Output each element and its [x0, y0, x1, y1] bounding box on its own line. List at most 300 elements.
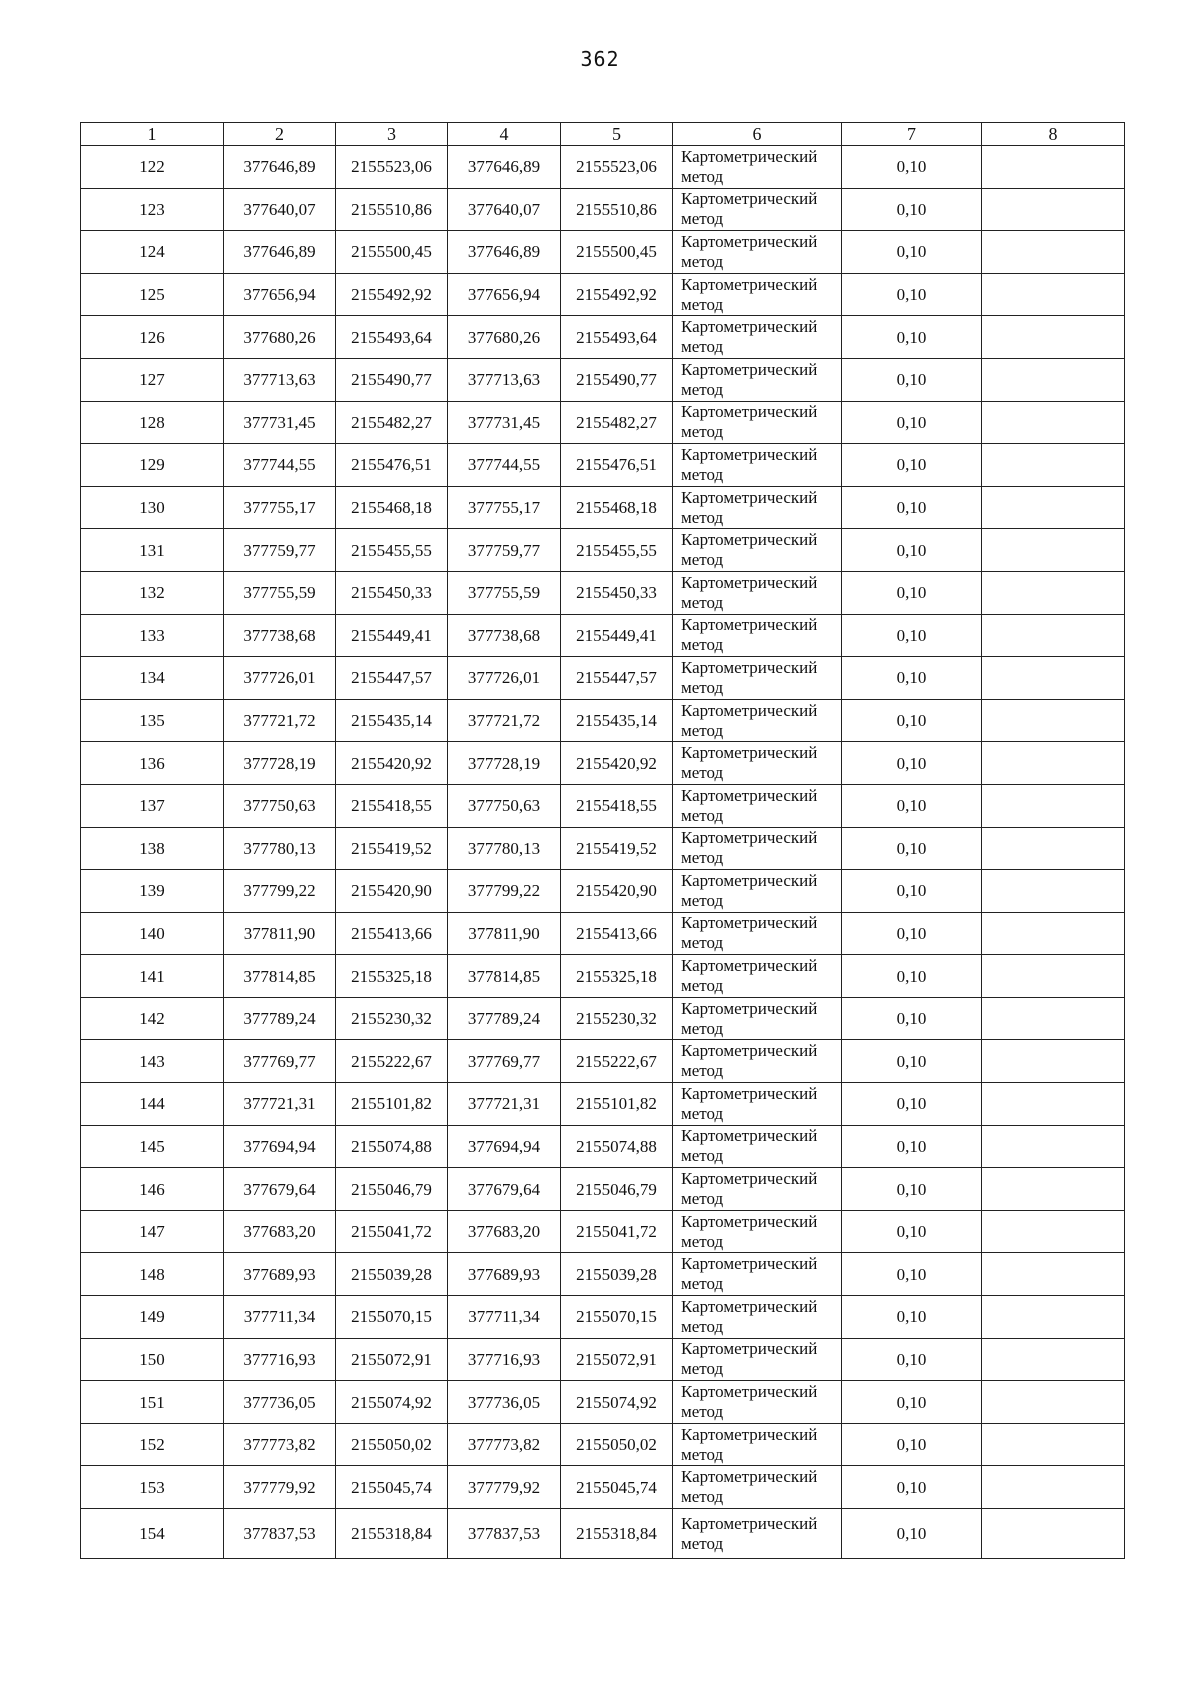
x-coordinate-cell: 377736,05 [448, 1381, 561, 1424]
method-text: Картометрический [681, 317, 818, 337]
method-cell [673, 870, 842, 913]
method-cell [673, 273, 842, 316]
accuracy-cell: 0,10 [842, 231, 982, 274]
accuracy-cell: 0,10 [842, 401, 982, 444]
table-row [81, 444, 1125, 487]
y-coordinate-cell: 2155420,90 [336, 870, 448, 913]
note-cell [982, 529, 1125, 572]
table-row [81, 912, 1125, 955]
point-number-cell: 136 [81, 742, 224, 785]
note-cell [982, 1210, 1125, 1253]
x-coordinate-cell: 377689,93 [448, 1253, 561, 1296]
x-coordinate-cell: 377694,94 [448, 1125, 561, 1168]
x-coordinate-cell: 377731,45 [224, 401, 336, 444]
column-header: 1 [81, 123, 224, 146]
method-cell [673, 742, 842, 785]
method-cell [673, 784, 842, 827]
y-coordinate-cell: 2155070,15 [561, 1296, 673, 1339]
method-text: Картометрический [681, 657, 818, 677]
point-number-cell: 133 [81, 614, 224, 657]
y-coordinate-cell: 2155468,18 [561, 486, 673, 529]
method-cell [673, 912, 842, 955]
y-coordinate-cell: 2155072,91 [336, 1338, 448, 1381]
accuracy-cell: 0,10 [842, 1040, 982, 1083]
accuracy-cell: 0,10 [842, 997, 982, 1040]
x-coordinate-cell: 377837,53 [224, 1509, 336, 1559]
method-text: метод [681, 1146, 724, 1166]
method-text: метод [681, 890, 724, 910]
method-text: метод [681, 251, 724, 271]
y-coordinate-cell: 2155510,86 [561, 188, 673, 231]
y-coordinate-cell: 2155435,14 [561, 699, 673, 742]
accuracy-cell: 0,10 [842, 657, 982, 700]
table-row [81, 1083, 1125, 1126]
method-text: метод [681, 805, 724, 825]
x-coordinate-cell: 377814,85 [448, 955, 561, 998]
method-cell [673, 188, 842, 231]
accuracy-cell: 0,10 [842, 614, 982, 657]
accuracy-cell: 0,10 [842, 358, 982, 401]
x-coordinate-cell: 377721,72 [448, 699, 561, 742]
x-coordinate-cell: 377728,19 [448, 742, 561, 785]
note-cell [982, 486, 1125, 529]
x-coordinate-cell: 377713,63 [224, 358, 336, 401]
point-number-cell: 128 [81, 401, 224, 444]
method-text: Картометрический [681, 1296, 818, 1316]
y-coordinate-cell: 2155222,67 [561, 1040, 673, 1083]
method-cell [673, 358, 842, 401]
table-row [81, 955, 1125, 998]
accuracy-cell: 0,10 [842, 444, 982, 487]
accuracy-cell: 0,10 [842, 1423, 982, 1466]
accuracy-cell: 0,10 [842, 1210, 982, 1253]
table-row [81, 614, 1125, 657]
y-coordinate-cell: 2155074,88 [561, 1125, 673, 1168]
accuracy-cell: 0,10 [842, 1296, 982, 1339]
point-number-cell: 127 [81, 358, 224, 401]
y-coordinate-cell: 2155041,72 [561, 1210, 673, 1253]
table-row [81, 316, 1125, 359]
table-row [81, 1168, 1125, 1211]
y-coordinate-cell: 2155413,66 [561, 912, 673, 955]
method-text: метод [681, 550, 724, 570]
point-number-cell: 130 [81, 486, 224, 529]
x-coordinate-cell: 377750,63 [224, 784, 336, 827]
note-cell [982, 1296, 1125, 1339]
method-text: Картометрический [681, 402, 818, 422]
method-text: Картометрический [681, 146, 818, 166]
x-coordinate-cell: 377679,64 [224, 1168, 336, 1211]
x-coordinate-cell: 377721,31 [448, 1083, 561, 1126]
y-coordinate-cell: 2155500,45 [561, 231, 673, 274]
note-cell [982, 955, 1125, 998]
y-coordinate-cell: 2155039,28 [561, 1253, 673, 1296]
x-coordinate-cell: 377755,59 [224, 571, 336, 614]
note-cell [982, 784, 1125, 827]
x-coordinate-cell: 377837,53 [448, 1509, 561, 1559]
y-coordinate-cell: 2155492,92 [336, 273, 448, 316]
x-coordinate-cell: 377713,63 [448, 358, 561, 401]
note-cell [982, 657, 1125, 700]
point-number-cell: 150 [81, 1338, 224, 1381]
note-cell [982, 1168, 1125, 1211]
table-row [81, 571, 1125, 614]
point-number-cell: 140 [81, 912, 224, 955]
table-row [81, 1296, 1125, 1339]
point-number-cell: 131 [81, 529, 224, 572]
y-coordinate-cell: 2155500,45 [336, 231, 448, 274]
table-row [81, 401, 1125, 444]
point-number-cell: 126 [81, 316, 224, 359]
point-number-cell: 148 [81, 1253, 224, 1296]
table-row [81, 231, 1125, 274]
x-coordinate-cell: 377738,68 [448, 614, 561, 657]
point-number-cell: 143 [81, 1040, 224, 1083]
y-coordinate-cell: 2155070,15 [336, 1296, 448, 1339]
method-cell [673, 1083, 842, 1126]
y-coordinate-cell: 2155447,57 [561, 657, 673, 700]
y-coordinate-cell: 2155435,14 [336, 699, 448, 742]
x-coordinate-cell: 377736,05 [224, 1381, 336, 1424]
x-coordinate-cell: 377680,26 [224, 316, 336, 359]
method-text: метод [681, 507, 724, 527]
method-text: Картометрический [681, 998, 818, 1018]
y-coordinate-cell: 2155039,28 [336, 1253, 448, 1296]
accuracy-cell: 0,10 [842, 1381, 982, 1424]
column-header: 3 [336, 123, 448, 146]
x-coordinate-cell: 377780,13 [224, 827, 336, 870]
y-coordinate-cell: 2155050,02 [336, 1423, 448, 1466]
accuracy-cell: 0,10 [842, 188, 982, 231]
x-coordinate-cell: 377716,93 [448, 1338, 561, 1381]
y-coordinate-cell: 2155476,51 [561, 444, 673, 487]
x-coordinate-cell: 377799,22 [224, 870, 336, 913]
method-cell [673, 1040, 842, 1083]
y-coordinate-cell: 2155523,06 [336, 146, 448, 189]
method-text: метод [681, 933, 724, 953]
method-text: метод [681, 763, 724, 783]
accuracy-cell: 0,10 [842, 784, 982, 827]
x-coordinate-cell: 377689,93 [224, 1253, 336, 1296]
table-row [81, 486, 1125, 529]
y-coordinate-cell: 2155420,92 [561, 742, 673, 785]
method-text: метод [681, 337, 724, 357]
y-coordinate-cell: 2155041,72 [336, 1210, 448, 1253]
method-cell [673, 955, 842, 998]
column-header: 5 [561, 123, 673, 146]
method-cell [673, 1253, 842, 1296]
method-text: метод [681, 976, 724, 996]
method-text: метод [681, 294, 724, 314]
x-coordinate-cell: 377656,94 [448, 273, 561, 316]
table-row [81, 1338, 1125, 1381]
y-coordinate-cell: 2155419,52 [561, 827, 673, 870]
accuracy-cell: 0,10 [842, 571, 982, 614]
table-row [81, 827, 1125, 870]
method-cell [673, 657, 842, 700]
x-coordinate-cell: 377780,13 [448, 827, 561, 870]
table-row [81, 188, 1125, 231]
point-number-cell: 152 [81, 1423, 224, 1466]
method-text: метод [681, 1274, 724, 1294]
x-coordinate-cell: 377656,94 [224, 273, 336, 316]
note-cell [982, 231, 1125, 274]
x-coordinate-cell: 377716,93 [224, 1338, 336, 1381]
point-number-cell: 125 [81, 273, 224, 316]
note-cell [982, 742, 1125, 785]
x-coordinate-cell: 377640,07 [448, 188, 561, 231]
y-coordinate-cell: 2155230,32 [561, 997, 673, 1040]
note-cell [982, 146, 1125, 189]
x-coordinate-cell: 377679,64 [448, 1168, 561, 1211]
method-text: метод [681, 1533, 724, 1553]
y-coordinate-cell: 2155468,18 [336, 486, 448, 529]
x-coordinate-cell: 377728,19 [224, 742, 336, 785]
x-coordinate-cell: 377738,68 [224, 614, 336, 657]
coordinates-table [80, 122, 1125, 1559]
x-coordinate-cell: 377769,77 [448, 1040, 561, 1083]
note-cell [982, 1466, 1125, 1509]
method-text: Картометрический [681, 189, 818, 209]
note-cell [982, 316, 1125, 359]
method-cell [673, 146, 842, 189]
point-number-cell: 145 [81, 1125, 224, 1168]
method-text: метод [681, 848, 724, 868]
x-coordinate-cell: 377721,72 [224, 699, 336, 742]
y-coordinate-cell: 2155230,32 [336, 997, 448, 1040]
x-coordinate-cell: 377814,85 [224, 955, 336, 998]
accuracy-cell: 0,10 [842, 1253, 982, 1296]
x-coordinate-cell: 377646,89 [448, 231, 561, 274]
method-text: метод [681, 209, 724, 229]
y-coordinate-cell: 2155455,55 [561, 529, 673, 572]
x-coordinate-cell: 377773,82 [224, 1423, 336, 1466]
y-coordinate-cell: 2155050,02 [561, 1423, 673, 1466]
y-coordinate-cell: 2155074,88 [336, 1125, 448, 1168]
note-cell [982, 444, 1125, 487]
method-text: метод [681, 1316, 724, 1336]
point-number-cell: 147 [81, 1210, 224, 1253]
method-text: Картометрический [681, 487, 818, 507]
x-coordinate-cell: 377683,20 [224, 1210, 336, 1253]
method-text: Картометрический [681, 1513, 818, 1533]
point-number-cell: 134 [81, 657, 224, 700]
point-number-cell: 129 [81, 444, 224, 487]
method-text: метод [681, 1402, 724, 1422]
y-coordinate-cell: 2155490,77 [336, 358, 448, 401]
table-row [81, 273, 1125, 316]
method-cell [673, 1296, 842, 1339]
note-cell [982, 827, 1125, 870]
y-coordinate-cell: 2155493,64 [336, 316, 448, 359]
y-coordinate-cell: 2155325,18 [561, 955, 673, 998]
y-coordinate-cell: 2155046,79 [561, 1168, 673, 1211]
point-number-cell: 151 [81, 1381, 224, 1424]
x-coordinate-cell: 377726,01 [448, 657, 561, 700]
table-row [81, 1210, 1125, 1253]
x-coordinate-cell: 377726,01 [224, 657, 336, 700]
method-text: Картометрический [681, 743, 818, 763]
point-number-cell: 153 [81, 1466, 224, 1509]
method-text: Картометрический [681, 785, 818, 805]
accuracy-cell: 0,10 [842, 1338, 982, 1381]
note-cell [982, 273, 1125, 316]
y-coordinate-cell: 2155074,92 [561, 1381, 673, 1424]
table-row [81, 997, 1125, 1040]
method-text: Картометрический [681, 1169, 818, 1189]
x-coordinate-cell: 377731,45 [448, 401, 561, 444]
method-cell [673, 1210, 842, 1253]
method-cell [673, 1168, 842, 1211]
method-text: Картометрический [681, 1254, 818, 1274]
y-coordinate-cell: 2155101,82 [336, 1083, 448, 1126]
method-text: метод [681, 677, 724, 697]
y-coordinate-cell: 2155419,52 [336, 827, 448, 870]
y-coordinate-cell: 2155510,86 [336, 188, 448, 231]
y-coordinate-cell: 2155447,57 [336, 657, 448, 700]
table-row [81, 1040, 1125, 1083]
column-header: 2 [224, 123, 336, 146]
accuracy-cell: 0,10 [842, 316, 982, 359]
method-text: метод [681, 592, 724, 612]
point-number-cell: 139 [81, 870, 224, 913]
method-text: Картометрический [681, 956, 818, 976]
note-cell [982, 1338, 1125, 1381]
method-text: Картометрический [681, 1041, 818, 1061]
method-text: Картометрический [681, 572, 818, 592]
method-text: Картометрический [681, 359, 818, 379]
note-cell [982, 571, 1125, 614]
x-coordinate-cell: 377755,17 [448, 486, 561, 529]
method-cell [673, 827, 842, 870]
y-coordinate-cell: 2155072,91 [561, 1338, 673, 1381]
table-row [81, 699, 1125, 742]
table-row [81, 1253, 1125, 1296]
method-text: метод [681, 422, 724, 442]
y-coordinate-cell: 2155449,41 [336, 614, 448, 657]
point-number-cell: 144 [81, 1083, 224, 1126]
y-coordinate-cell: 2155492,92 [561, 273, 673, 316]
x-coordinate-cell: 377773,82 [448, 1423, 561, 1466]
point-number-cell: 154 [81, 1509, 224, 1559]
accuracy-cell: 0,10 [842, 827, 982, 870]
y-coordinate-cell: 2155450,33 [336, 571, 448, 614]
note-cell [982, 870, 1125, 913]
method-text: метод [681, 379, 724, 399]
y-coordinate-cell: 2155045,74 [336, 1466, 448, 1509]
method-cell [673, 316, 842, 359]
column-header: 6 [673, 123, 842, 146]
note-cell [982, 358, 1125, 401]
y-coordinate-cell: 2155046,79 [336, 1168, 448, 1211]
method-cell [673, 401, 842, 444]
method-cell [673, 699, 842, 742]
x-coordinate-cell: 377721,31 [224, 1083, 336, 1126]
note-cell [982, 997, 1125, 1040]
note-cell [982, 912, 1125, 955]
point-number-cell: 135 [81, 699, 224, 742]
method-cell [673, 1466, 842, 1509]
x-coordinate-cell: 377711,34 [224, 1296, 336, 1339]
x-coordinate-cell: 377769,77 [224, 1040, 336, 1083]
x-coordinate-cell: 377646,89 [448, 146, 561, 189]
page-number: 362 [580, 47, 620, 71]
table-row [81, 742, 1125, 785]
point-number-cell: 141 [81, 955, 224, 998]
note-cell [982, 1381, 1125, 1424]
accuracy-cell: 0,10 [842, 486, 982, 529]
y-coordinate-cell: 2155420,92 [336, 742, 448, 785]
accuracy-cell: 0,10 [842, 1466, 982, 1509]
method-text: метод [681, 720, 724, 740]
method-text: метод [681, 1359, 724, 1379]
method-text: Картометрический [681, 913, 818, 933]
x-coordinate-cell: 377711,34 [448, 1296, 561, 1339]
table-row [81, 1125, 1125, 1168]
x-coordinate-cell: 377694,94 [224, 1125, 336, 1168]
method-text: Картометрический [681, 1126, 818, 1146]
x-coordinate-cell: 377799,22 [448, 870, 561, 913]
note-cell [982, 401, 1125, 444]
x-coordinate-cell: 377755,17 [224, 486, 336, 529]
method-text: Картометрический [681, 231, 818, 251]
y-coordinate-cell: 2155523,06 [561, 146, 673, 189]
note-cell [982, 188, 1125, 231]
accuracy-cell: 0,10 [842, 1509, 982, 1559]
y-coordinate-cell: 2155482,27 [561, 401, 673, 444]
x-coordinate-cell: 377759,77 [224, 529, 336, 572]
column-header: 4 [448, 123, 561, 146]
point-number-cell: 124 [81, 231, 224, 274]
method-cell [673, 1125, 842, 1168]
method-text: метод [681, 1103, 724, 1123]
y-coordinate-cell: 2155493,64 [561, 316, 673, 359]
method-text: Картометрический [681, 1083, 818, 1103]
method-text: метод [681, 1231, 724, 1251]
method-text: Картометрический [681, 1424, 818, 1444]
accuracy-cell: 0,10 [842, 529, 982, 572]
point-number-cell: 132 [81, 571, 224, 614]
note-cell [982, 614, 1125, 657]
accuracy-cell: 0,10 [842, 955, 982, 998]
method-cell [673, 444, 842, 487]
x-coordinate-cell: 377755,59 [448, 571, 561, 614]
note-cell [982, 1083, 1125, 1126]
method-text: Картометрический [681, 1339, 818, 1359]
method-text: метод [681, 1018, 724, 1038]
table-row [81, 657, 1125, 700]
point-number-cell: 137 [81, 784, 224, 827]
method-cell [673, 486, 842, 529]
point-number-cell: 122 [81, 146, 224, 189]
method-text: Картометрический [681, 700, 818, 720]
table-row [81, 358, 1125, 401]
accuracy-cell: 0,10 [842, 912, 982, 955]
y-coordinate-cell: 2155318,84 [561, 1509, 673, 1559]
y-coordinate-cell: 2155222,67 [336, 1040, 448, 1083]
table-row [81, 784, 1125, 827]
x-coordinate-cell: 377789,24 [224, 997, 336, 1040]
method-text: Картометрический [681, 530, 818, 550]
accuracy-cell: 0,10 [842, 273, 982, 316]
y-coordinate-cell: 2155476,51 [336, 444, 448, 487]
y-coordinate-cell: 2155101,82 [561, 1083, 673, 1126]
y-coordinate-cell: 2155318,84 [336, 1509, 448, 1559]
x-coordinate-cell: 377744,55 [224, 444, 336, 487]
y-coordinate-cell: 2155450,33 [561, 571, 673, 614]
y-coordinate-cell: 2155413,66 [336, 912, 448, 955]
x-coordinate-cell: 377640,07 [224, 188, 336, 231]
